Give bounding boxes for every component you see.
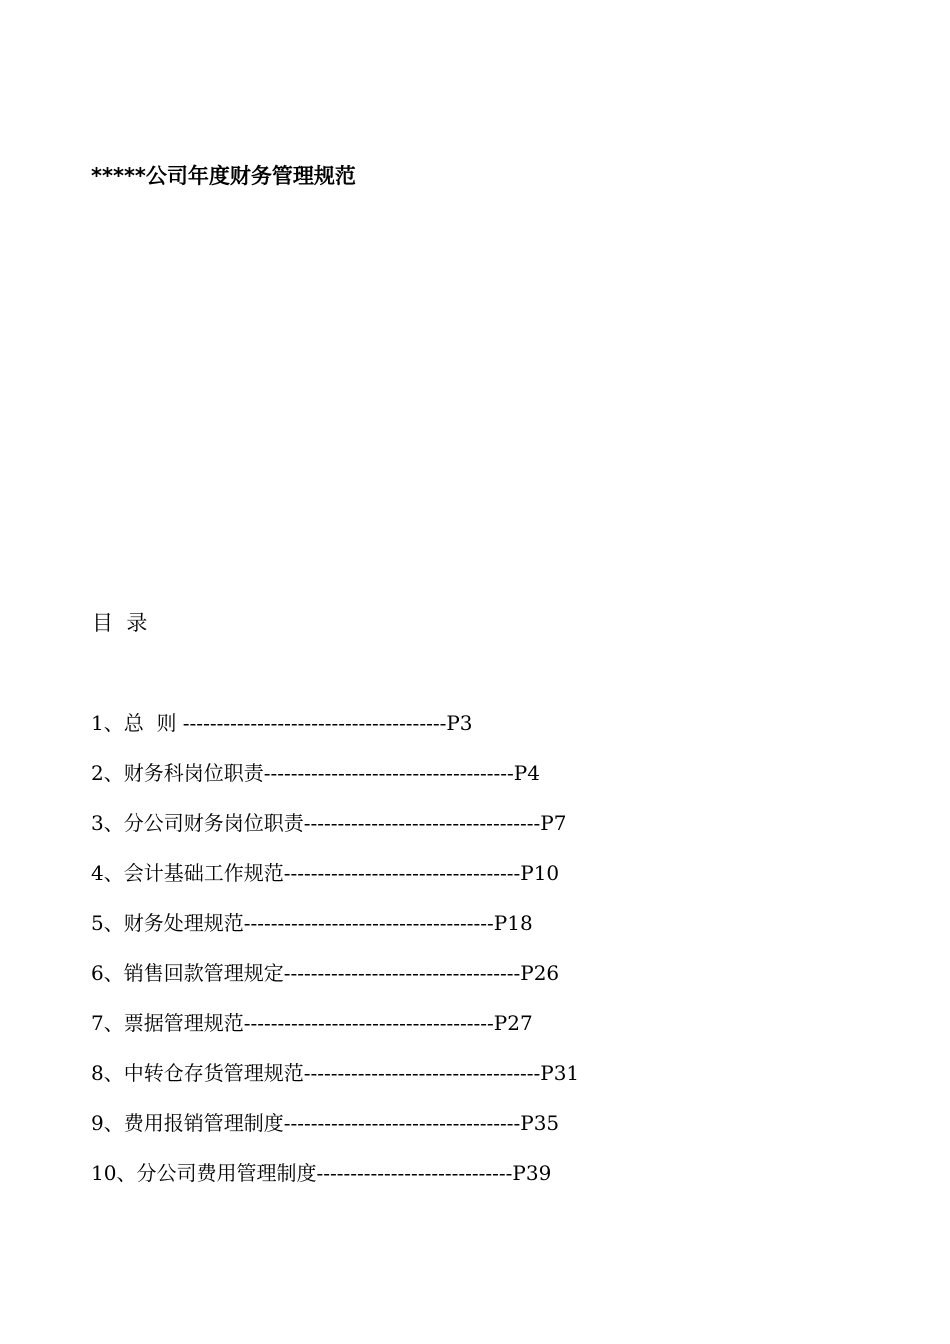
toc-item-2[interactable]: 2、财务科岗位职责-------------------------------------P4 <box>91 761 540 785</box>
document-title: *****公司年度财务管理规范 <box>91 164 356 188</box>
toc-item-6[interactable]: 6、销售回款管理规定-----------------------------------P26 <box>91 961 560 985</box>
toc-item-9[interactable]: 9、费用报销管理制度-----------------------------------P35 <box>91 1111 560 1135</box>
toc-item-4[interactable]: 4、会计基础工作规范-----------------------------------P10 <box>91 861 560 885</box>
toc-item-10[interactable]: 10、分公司费用管理制度-----------------------------P39 <box>91 1161 552 1185</box>
toc-heading: 目 录 <box>92 611 148 635</box>
toc-item-7[interactable]: 7、票据管理规范-------------------------------------P27 <box>91 1011 533 1035</box>
toc-item-8[interactable]: 8、中转仓存货管理规范-----------------------------------P31 <box>91 1061 580 1085</box>
toc-item-3[interactable]: 3、分公司财务岗位职责-----------------------------------P7 <box>91 811 567 835</box>
toc-item-5[interactable]: 5、财务处理规范-------------------------------------P18 <box>91 911 533 935</box>
table-of-contents <box>91 708 579 1208</box>
toc-item-1[interactable]: 1、总 则 ---------------------------------------P3 <box>91 711 473 735</box>
